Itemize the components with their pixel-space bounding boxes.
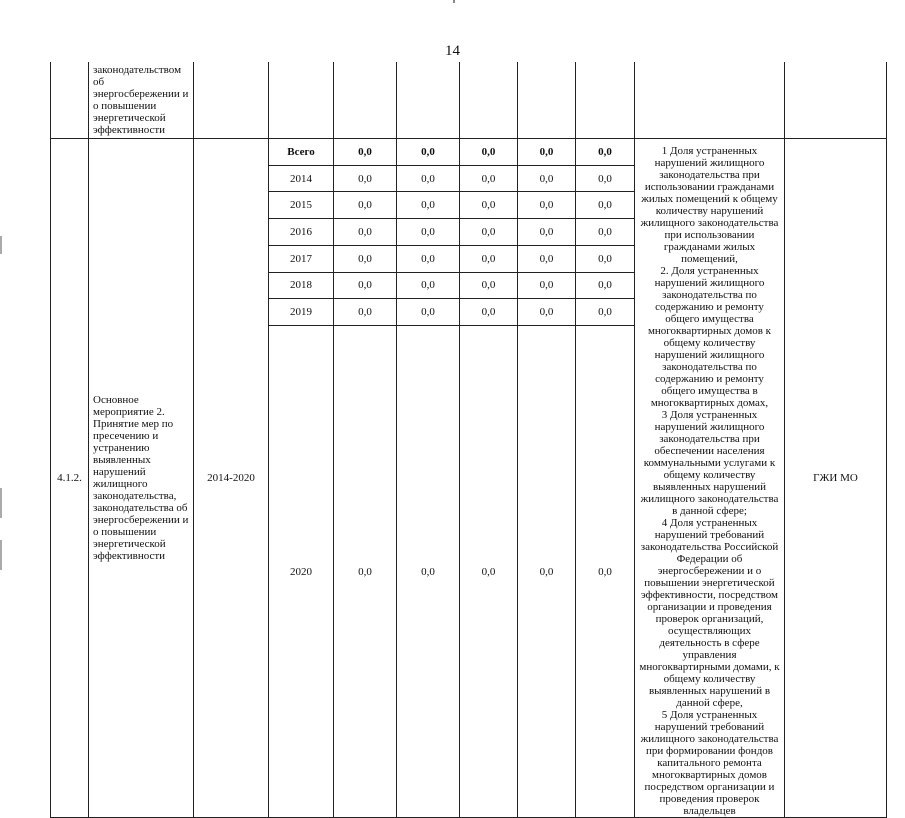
indicator-item: 4 Доля устраненных нарушений требований законодательства Российской Федерации об энергосбережении и о повышении энергетической эффективности, посредством организации и проведения проверок организаций, осуществляющих деятельность в сфере управления многоквартирными домами, к общему количеству выявленных нарушений в данной сфере, (639, 517, 780, 709)
year-label: 2017 (269, 245, 334, 272)
value-cell: 0,0 (576, 326, 635, 818)
value-cell: 0,0 (397, 299, 460, 326)
measure-name: Основное мероприятие 2. Принятие мер по пресечению и устранению выявленных нарушений жилищного законодательства, законодательства об энергосбережении и о повышении энергетической эффективности (89, 139, 194, 818)
program-table (50, 62, 887, 818)
scan-mark (0, 488, 2, 518)
value-cell: 0,0 (334, 139, 397, 166)
value-cell: 0,0 (576, 192, 635, 219)
year-label: 2016 (269, 219, 334, 246)
year-label: 2018 (269, 272, 334, 299)
value-cell: 0,0 (518, 139, 576, 166)
period: 2014-2020 (194, 139, 269, 818)
year-label: 2014 (269, 165, 334, 192)
indicator-item: 3 Доля устраненных нарушений жилищного законодательства при обеспечении населения коммунальными услугами к общему количеству выявленных нарушений жилищного законодательства в данной сфере; (640, 409, 779, 517)
value-cell: 0,0 (460, 139, 518, 166)
value-cell: 0,0 (518, 326, 576, 818)
indicator-item: 5 Доля устраненных нарушений требований жилищного законодательства при формировании фондов капитального ремонта многоквартирных домов посредством организации и проведения проверок владельцев (640, 709, 779, 817)
table-row (51, 139, 887, 166)
value-cell: 0,0 (397, 245, 460, 272)
page-number: 14 (445, 43, 460, 59)
value-cell: 0,0 (397, 326, 460, 818)
value-cell: 0,0 (518, 219, 576, 246)
value-cell: 0,0 (460, 219, 518, 246)
scan-mark (453, 0, 455, 3)
value-cell: 0,0 (576, 139, 635, 166)
value-cell: 0,0 (460, 326, 518, 818)
value-cell: 0,0 (334, 299, 397, 326)
indicator-item: 2. Доля устраненных нарушений жилищного законодательства по содержанию и ремонту общего имущества многоквартирных домов к общему количеству нарушений жилищного законодательства по содержанию и ремонту общего имущества в многоквартирных домах, (647, 265, 772, 409)
value-cell: 0,0 (334, 165, 397, 192)
value-cell: 0,0 (576, 165, 635, 192)
continuation-label: законодательством об энергосбережении и о повышении энергетической эффективности (89, 62, 194, 139)
value-cell: 0,0 (460, 245, 518, 272)
indicator-item: 1 Доля устраненных нарушений жилищного законодательства при использовании гражданами жилых помещений к общему количеству нарушений жилищного законодательства при использовании гражданами жилых помещений, (640, 145, 779, 265)
value-cell: 0,0 (518, 272, 576, 299)
scan-mark (0, 540, 2, 570)
year-label: 2020 (269, 326, 334, 818)
value-cell: 0,0 (397, 192, 460, 219)
value-cell: 0,0 (576, 272, 635, 299)
value-cell: 0,0 (576, 299, 635, 326)
value-cell: 0,0 (397, 139, 460, 166)
value-cell: 0,0 (397, 272, 460, 299)
value-cell: 0,0 (397, 165, 460, 192)
value-cell: 0,0 (334, 245, 397, 272)
value-cell: 0,0 (334, 326, 397, 818)
year-label: Всего (269, 139, 334, 166)
value-cell: 0,0 (576, 245, 635, 272)
continuation-row (51, 62, 887, 139)
value-cell: 0,0 (334, 219, 397, 246)
value-cell: 0,0 (576, 219, 635, 246)
value-cell: 0,0 (518, 165, 576, 192)
scan-mark (0, 236, 2, 254)
executor: ГЖИ МО (785, 139, 887, 818)
year-label: 2015 (269, 192, 334, 219)
value-cell: 0,0 (518, 245, 576, 272)
value-cell: 0,0 (334, 192, 397, 219)
indicators-cell (635, 139, 785, 818)
value-cell: 0,0 (460, 165, 518, 192)
row-code: 4.1.2. (51, 139, 89, 818)
value-cell: 0,0 (460, 192, 518, 219)
value-cell: 0,0 (460, 272, 518, 299)
value-cell: 0,0 (460, 299, 518, 326)
value-cell: 0,0 (518, 299, 576, 326)
value-cell: 0,0 (334, 272, 397, 299)
year-label: 2019 (269, 299, 334, 326)
value-cell: 0,0 (518, 192, 576, 219)
value-cell: 0,0 (397, 219, 460, 246)
